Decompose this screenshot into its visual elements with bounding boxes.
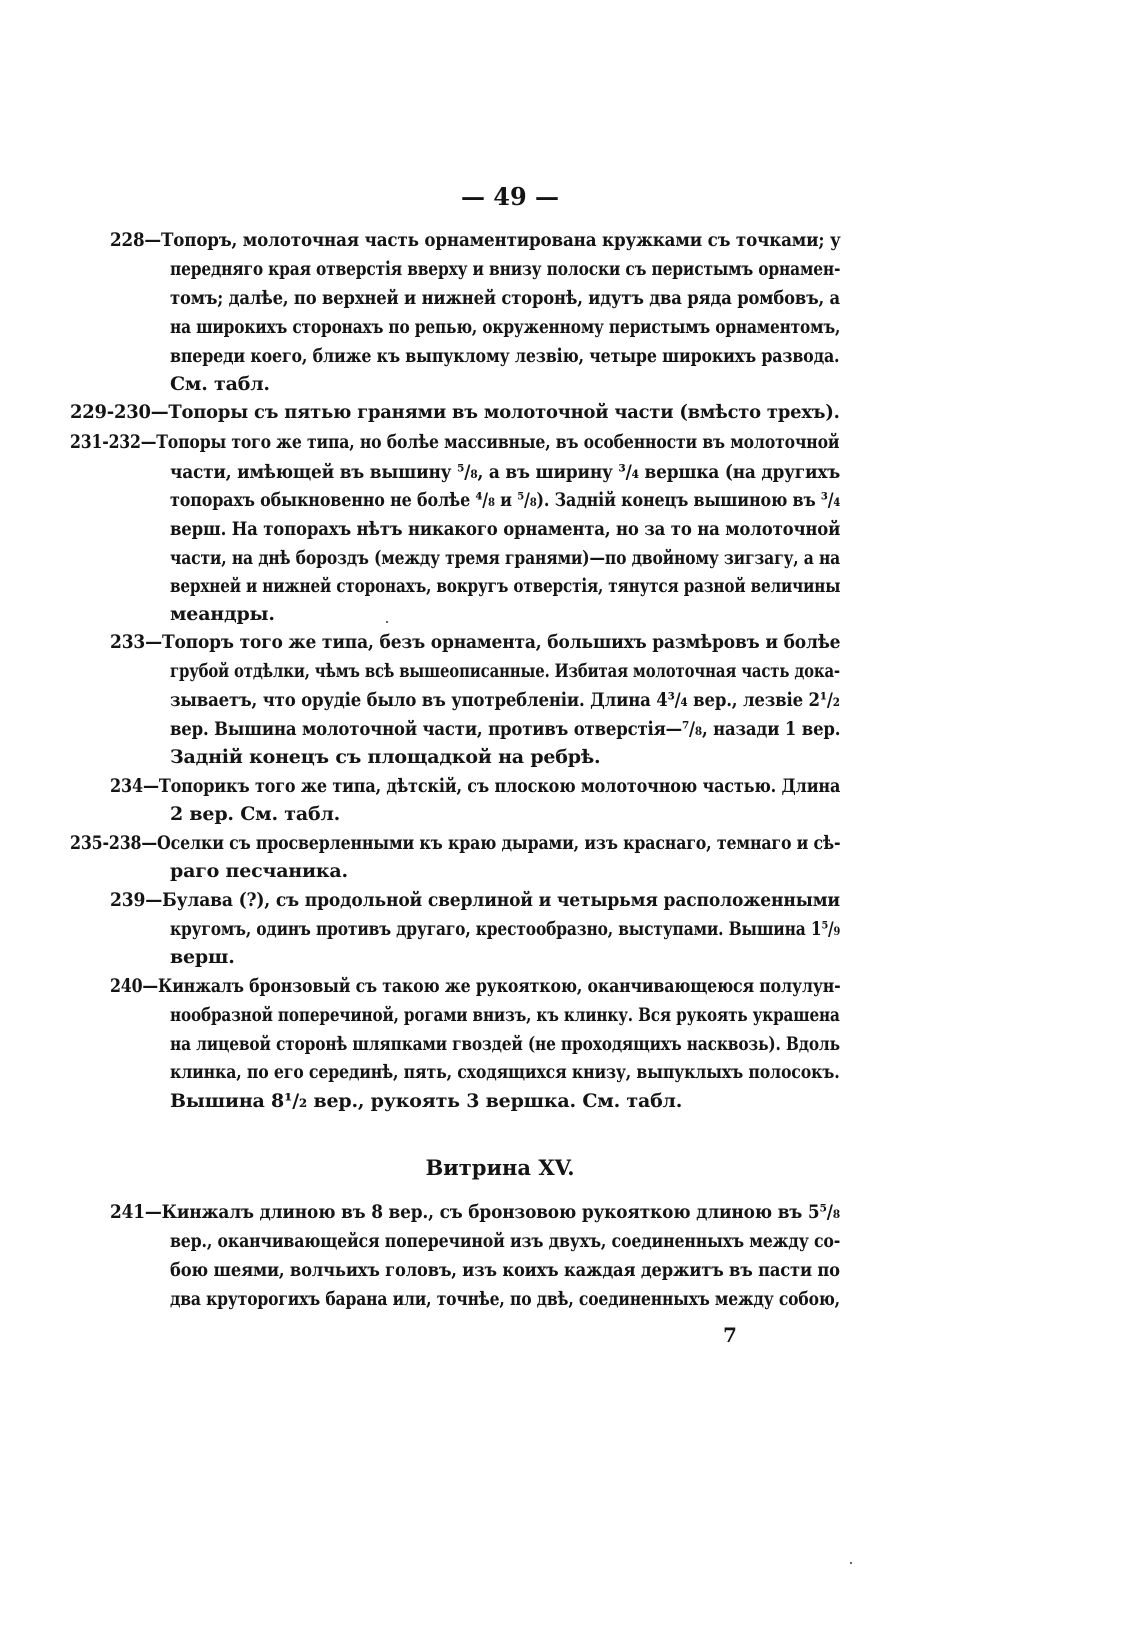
entry-line: нообразной поперечиной, рогами внизъ, къ клинку. Вся рукоять украшена: [170, 1004, 840, 1026]
entry-line: 241—Кинжалъ длиною въ 8 вер., съ бронзовою рукояткою длиною въ 5⁵/₈: [110, 1201, 840, 1223]
entry-line: 2 вер. См. табл.: [170, 803, 341, 825]
print-speck: [386, 621, 388, 623]
entry-line: 228—Топоръ, молоточная часть орнаментирована кружками съ точками; у: [110, 229, 841, 251]
entry-line: 229-230—Топоры съ пятью гранями въ молоточной части (вмѣсто трехъ).: [70, 401, 840, 423]
entry-line: части, имѣющей въ вышину ⁵/₈, а въ ширину ³/₄ вершка (на другихъ: [170, 461, 841, 483]
entry-line: верш. На топорахъ нѣтъ никакого орнамента, но за то на молоточной: [170, 518, 841, 540]
entry-line: на широкихъ сторонахъ по репью, окруженному перистымъ орнаментомъ,: [170, 316, 841, 338]
entry-line: кругомъ, одинъ противъ другаго, крестообразно, выступами. Вышина 1⁵/₉: [170, 918, 841, 940]
entry-line: Вышина 8¹/₂ вер., рукоять 3 вершка. См. табл.: [170, 1090, 683, 1112]
entry-line: 234—Топорикъ того же типа, дѣтскій, съ плоскою молоточною частью. Длина: [110, 775, 841, 797]
entry-line: грубой отдѣлки, чѣмъ всѣ вышеописанные. Избитая молоточная часть дока-: [170, 660, 840, 682]
entry-line: два круторогихъ барана или, точнѣе, по двѣ, соединенныхъ между собою,: [170, 1288, 840, 1310]
entry-line: впереди коего, ближе къ выпуклому лезвію, четыре широкихъ развода.: [170, 345, 840, 367]
entry-line: 235-238—Оселки съ просверленными къ краю дырами, изъ краснаго, темнаго и сѣ-: [70, 832, 841, 854]
entry-line: 239—Булава (?), съ продольной сверлиной и четырьмя расположенными: [110, 889, 840, 911]
entry-line: верхней и нижней сторонахъ, вокругъ отверстія, тянутся разной величины: [170, 575, 841, 597]
entry-line: вер., оканчивающейся поперечиной изъ двухъ, соединенныхъ между со-: [170, 1230, 841, 1252]
entry-line: верш.: [170, 946, 235, 968]
entry-line: передняго края отверстія вверху и внизу полоски съ перистымъ орнамен-: [170, 258, 841, 280]
entry-line: 233—Топоръ того же типа, безъ орнамента, большихъ размѣровъ и болѣе: [110, 631, 841, 653]
entry-line: меандры.: [170, 603, 275, 625]
sheet-signature: 7: [723, 1323, 737, 1347]
entry-line: топорахъ обыкновенно не болѣе ⁴/₈ и ⁵/₈). Задній конецъ вышиною въ ³/₄: [170, 489, 841, 511]
entry-line: зываетъ, что орудіе было въ употребленіи. Длина 4³/₄ вер., лезвіе 2¹/₂: [170, 689, 840, 711]
entry-line: 240—Кинжалъ бронзовый съ такою же рукояткою, оканчивающеюся полулун-: [110, 975, 841, 997]
entry-line: 231-232—Топоры того же типа, но болѣе массивные, въ особенности въ молоточной: [70, 431, 840, 453]
entry-line: Задній конецъ съ площадкой на ребрѣ.: [170, 746, 601, 768]
entry-line: клинка, по его серединѣ, пять, сходящихся книзу, выпуклыхъ полосокъ.: [170, 1061, 840, 1083]
entry-line: бою шеями, волчьихъ головъ, изъ коихъ каждая держитъ въ пасти по: [170, 1259, 840, 1281]
entry-line: См. табл.: [170, 373, 270, 395]
print-speck: [850, 1562, 852, 1564]
entry-line: томъ; далѣе, по верхней и нижней сторонѣ, идутъ два ряда ромбовъ, а: [170, 287, 841, 309]
page-number: — 49 —: [460, 182, 560, 211]
entry-line: части, на днѣ бороздъ (между тремя гранями)—по двойному зигзагу, а на: [170, 547, 841, 569]
entry-line: вер. Вышина молоточной части, противъ отверстія—⁷/₈, назади 1 вер.: [170, 718, 841, 740]
entry-line: на лицевой сторонѣ шляпками гвоздей (не проходящихъ насквозь). Вдоль: [170, 1033, 840, 1055]
entry-line: раго песчаника.: [170, 860, 348, 882]
section-heading: Витрина XV.: [425, 1155, 575, 1180]
